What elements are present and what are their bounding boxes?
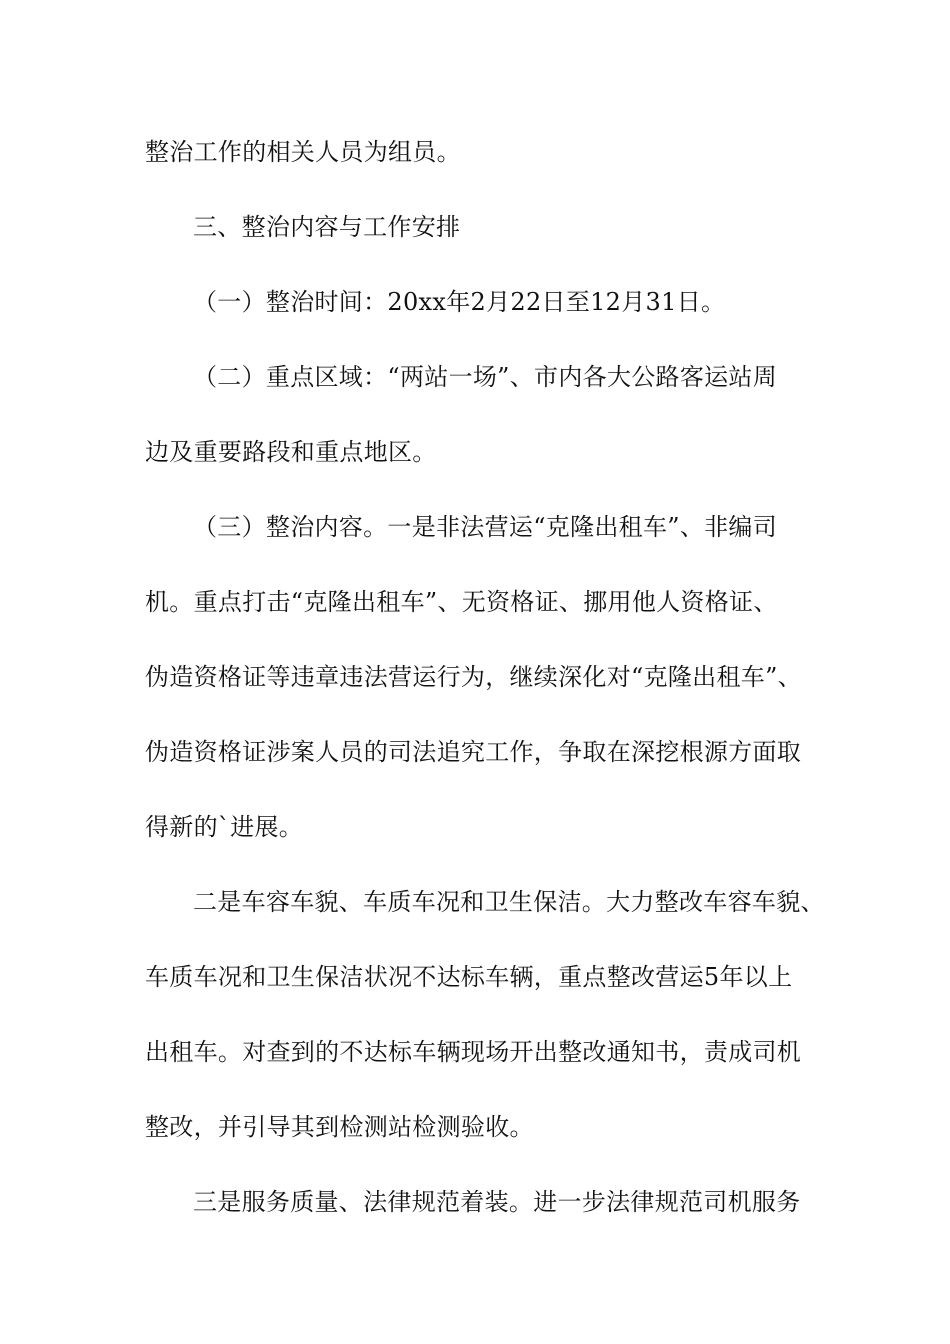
paragraph-line-14: 整改，并引导其到检测站检测验收。 xyxy=(145,1113,534,1141)
paragraph-line-6: （三）整治内容。一是非法营运“克隆出租车”、非编司 xyxy=(193,513,778,541)
paragraph-line-12: 车质车况和卫生保洁状况不达标车辆，重点整改营运5年以上 xyxy=(145,963,793,991)
paragraph-line-1: 整治工作的相关人员为组员。 xyxy=(145,138,461,166)
paragraph-line-15: 三是服务质量、法律规范着装。进一步法律规范司机服务 xyxy=(193,1188,801,1216)
paragraph-line-11: 二是车容车貌、车质车况和卫生保洁。大力整改车容车貌、 xyxy=(193,888,825,916)
paragraph-line-5: 边及重要路段和重点地区。 xyxy=(145,438,437,466)
paragraph-line-4: （二）重点区域：“两站一场”、市内各大公路客运站周 xyxy=(193,363,778,391)
paragraph-line-8: 伪造资格证等违章违法营运行为，继续深化对“克隆出租车”、 xyxy=(145,663,802,691)
section-heading: 三、整治内容与工作安排 xyxy=(193,213,461,241)
paragraph-line-7: 机。重点打击“克隆出租车”、无资格证、挪用他人资格证、 xyxy=(145,588,778,616)
paragraph-line-3: （一）整治时间：20xx年2月22日至12月31日。 xyxy=(193,288,726,316)
paragraph-line-9: 伪造资格证涉案人员的司法追究工作，争取在深挖根源方面取 xyxy=(145,738,802,766)
paragraph-line-13: 出租车。对查到的不达标车辆现场开出整改通知书，责成司机 xyxy=(145,1038,802,1066)
paragraph-line-10: 得新的`进展。 xyxy=(145,813,304,841)
